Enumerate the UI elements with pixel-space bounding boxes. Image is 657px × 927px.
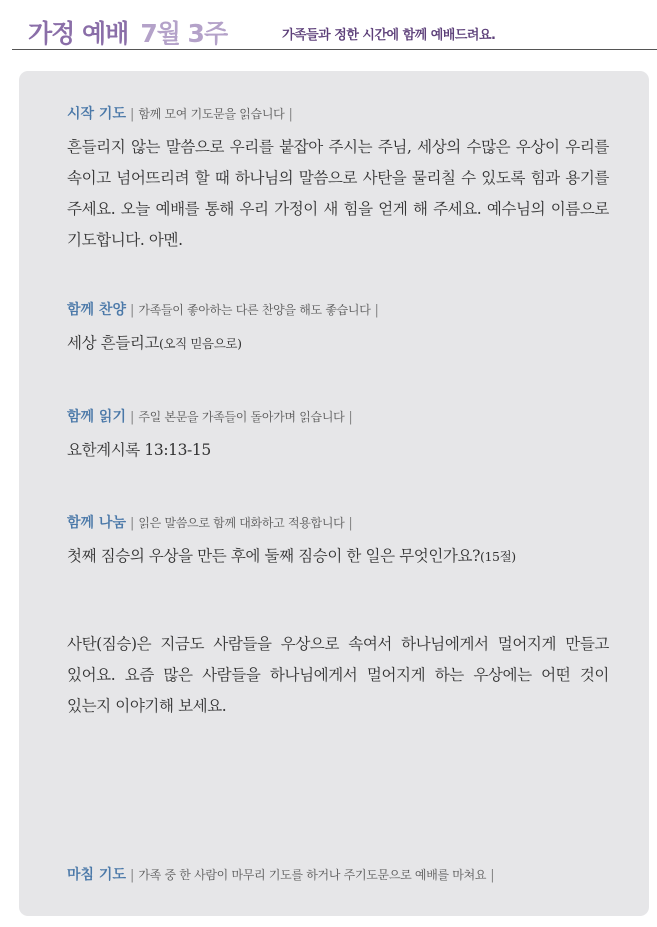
separator: | xyxy=(348,516,353,531)
reading-passage: 요한계시록 13:13-15 xyxy=(67,441,211,459)
opening-prayer-desc: 함께 모여 기도문을 읽습니다 xyxy=(138,107,285,121)
praise-heading xyxy=(67,301,609,320)
praise-song xyxy=(67,328,609,359)
separator: | xyxy=(129,410,135,425)
closing-prayer-title: 마침 기도 xyxy=(67,867,126,883)
reading-title: 함께 읽기 xyxy=(67,409,126,425)
separator: | xyxy=(288,107,293,122)
sharing-question-2-block xyxy=(67,629,609,722)
page-header xyxy=(0,0,657,52)
page-subtitle: 가족들과 정한 시간에 함께 예배드려요. xyxy=(282,28,496,43)
praise-section xyxy=(67,301,609,359)
separator: | xyxy=(129,303,135,318)
praise-song-title: 세상 흔들리고 xyxy=(67,334,159,352)
closing-prayer-desc: 가족 중 한 사람이 마무리 기도를 하거나 주기도문으로 예배를 마쳐요 xyxy=(138,868,487,882)
sharing-section xyxy=(67,514,609,572)
praise-desc: 가족들이 좋아하는 다른 찬양을 해도 좋습니다 xyxy=(138,303,371,317)
sharing-question-2: 사탄(짐승)은 지금도 사람들을 우상으로 속여서 하나님에게서 멀어지게 만들고 있어요. 요즘 많은 사람들을 하나님에게서 멀어지게 하는 우상에는 어떤 것이 있는지 이야기해 보세요. xyxy=(67,635,609,715)
sharing-title: 함께 나눔 xyxy=(67,515,126,531)
page-title-week: 7월 3주 xyxy=(140,19,228,48)
opening-prayer-heading xyxy=(67,105,609,124)
header-divider xyxy=(12,49,657,50)
reading-heading xyxy=(67,408,609,427)
page-title xyxy=(28,14,227,50)
closing-prayer-section xyxy=(67,866,609,885)
separator: | xyxy=(129,516,135,531)
sharing-desc: 읽은 말씀으로 함께 대화하고 적용합니다 xyxy=(138,516,345,530)
opening-prayer-text: 흔들리지 않는 말씀으로 우리를 붙잡아 주시는 주님, 세상의 수많은 우상이 우리를 속이고 넘어뜨리려 할 때 하나님의 말씀으로 사탄을 물리칠 수 있도록 힘과 용기를 주세요. 오늘 예배를 통해 우리 가정이 새 힘을 얻게 해 주세요. 예수님의 이름으로 기도합니다. 아멘. xyxy=(67,138,609,249)
worship-guide-card xyxy=(19,71,649,916)
opening-prayer-section xyxy=(67,105,609,256)
reading-desc: 주일 본문을 가족들이 돌아가며 읽습니다 xyxy=(138,410,345,424)
praise-song-note: (오직 믿음으로) xyxy=(158,336,242,351)
separator: | xyxy=(129,107,135,122)
page-title-main: 가정 예배 xyxy=(28,19,129,48)
separator: | xyxy=(129,868,135,883)
closing-prayer-heading xyxy=(67,866,609,885)
separator: | xyxy=(348,410,353,425)
sharing-question-1-text: 첫째 짐승의 우상을 만든 후에 둘째 짐승이 한 일은 무엇인가요? xyxy=(67,547,480,565)
sharing-question-1 xyxy=(67,541,609,572)
reading-section xyxy=(67,408,609,466)
separator: | xyxy=(374,303,379,318)
separator: | xyxy=(490,868,495,883)
sharing-heading xyxy=(67,514,609,533)
praise-title: 함께 찬양 xyxy=(67,302,126,318)
opening-prayer-title: 시작 기도 xyxy=(67,106,126,122)
sharing-question-1-ref: (15절) xyxy=(479,549,516,564)
